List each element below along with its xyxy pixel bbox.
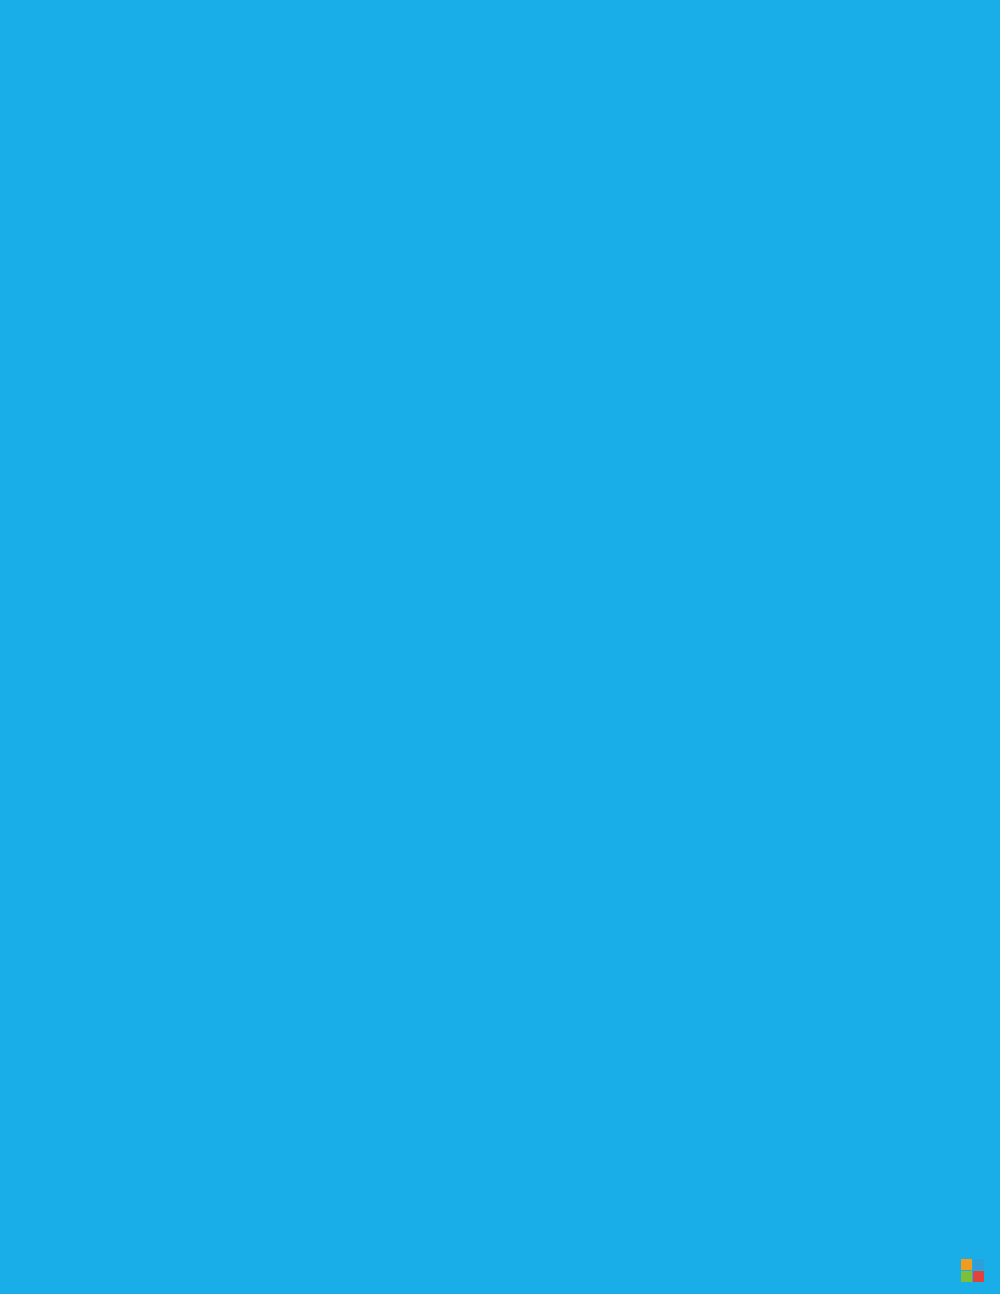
logo-block xyxy=(973,1271,984,1282)
logo-block xyxy=(973,1259,984,1270)
liveworksheets-logo[interactable] xyxy=(961,1256,986,1284)
logo-block xyxy=(961,1259,972,1270)
logo-blocks-icon xyxy=(961,1259,984,1282)
logo-block xyxy=(961,1271,972,1282)
